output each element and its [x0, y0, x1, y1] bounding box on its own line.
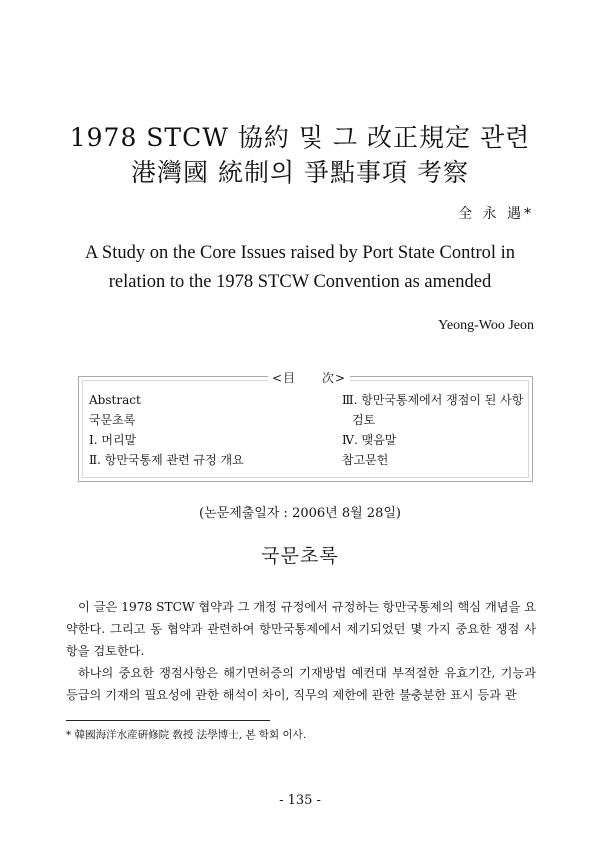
- abstract-paragraph-2: 하나의 중요한 쟁점사항은 해기면허증의 기재방법 예컨대 부적절한 유효기간, 기능과 등급의 기재의 필요성에 관한 해석이 차이, 직무의 제한에 관한 불충분한 표시 등과 관: [66, 666, 536, 702]
- toc-item-overview: Ⅱ. 항만국통제 관련 규정 개요: [89, 453, 244, 467]
- toc-heading: <目 次>: [268, 369, 350, 386]
- paper-title-line-2: 港灣國 統制의 爭點事項 考察: [131, 158, 469, 187]
- section-title: 국문초록: [261, 545, 339, 567]
- footnote: * 韓國海洋水産硏修院 敎授 法學博士, 본 학회 이사.: [66, 729, 307, 741]
- english-title-line-2: relation to the 1978 STCW Convention as amended: [108, 272, 492, 292]
- abstract-body: [66, 596, 536, 706]
- abstract-paragraph-1: 이 글은 1978 STCW 협약과 그 개정 규정에서 규정하는 항만국통제의 핵심 개념을 요약한다. 그리고 동 협약과 관련하여 항만국통제에서 제기되었던 몇 가지 중요한 쟁점 사항을 검토한다.: [66, 600, 536, 658]
- toc-left-column: [89, 390, 244, 470]
- toc-item-references: 참고문헌: [342, 453, 389, 467]
- toc-item-conclusion: Ⅳ. 맺음말: [342, 433, 397, 447]
- toc-item-abstract: Abstract: [89, 393, 141, 407]
- page-number: - 135 -: [279, 793, 321, 808]
- english-title-line-1: A Study on the Core Issues raised by Port State Control in: [84, 243, 516, 263]
- toc-item-issues-cont: 검토: [352, 413, 376, 427]
- toc-item-korean-abstract: 국문초록: [89, 413, 136, 427]
- paper-title-line-1: 1978 STCW 協約 및 그 改正規定 관련: [69, 123, 531, 152]
- toc-right-column: [342, 390, 523, 470]
- author-korean: 全 永 遇*: [458, 206, 534, 222]
- toc-item-issues: Ⅲ. 항만국통제에서 쟁점이 된 사항: [342, 393, 524, 407]
- submission-date: (논문제출일자 : 2006년 8월 28일): [199, 506, 401, 521]
- footnote-rule: [66, 720, 270, 721]
- toc-item-introduction: Ⅰ. 머리말: [89, 433, 137, 447]
- author-english: Yeong-Woo Jeon: [438, 318, 534, 333]
